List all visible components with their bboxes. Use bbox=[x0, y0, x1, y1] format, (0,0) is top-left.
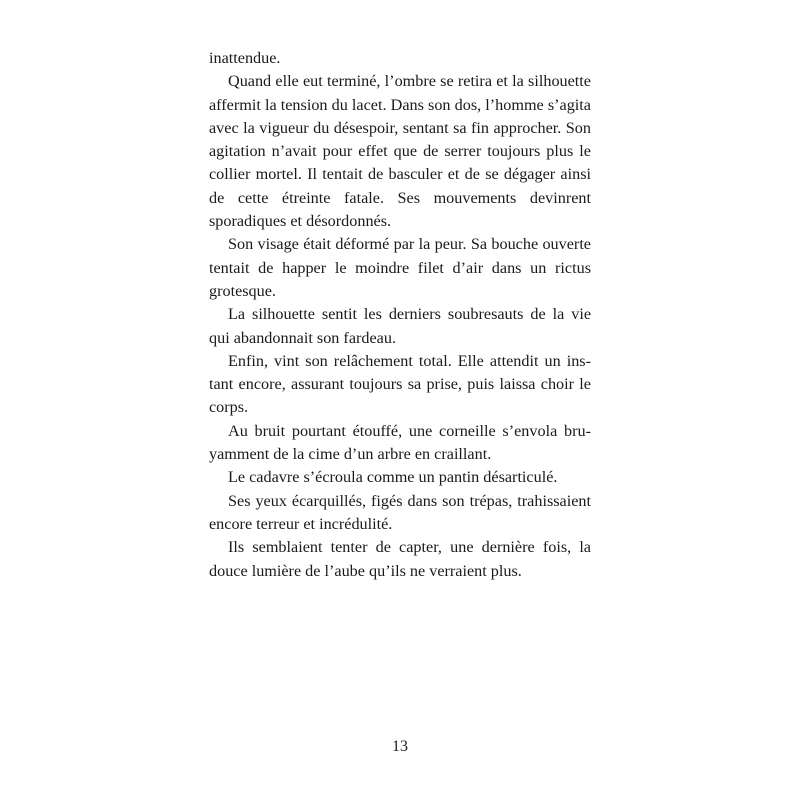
body-text bbox=[209, 47, 591, 583]
paragraph: Ils semblaient tenter de capter, une dernière fois, la douce lumière de l’aube qu’ils ne verraient plus. bbox=[209, 538, 591, 580]
paragraph: Son visage était déformé par la peur. Sa bouche ouverte tentait de happer le moindre filet d’air dans un rictus grotesque. bbox=[209, 235, 591, 300]
paragraph: Enfin, vint son relâchement total. Elle attendit un instant encore, assurant toujours sa prise, puis laissa choir le corps. bbox=[209, 351, 591, 417]
paragraph: inattendue. bbox=[209, 49, 281, 67]
paragraph: Ses yeux écarquillés, figés dans son trépas, trahissaient encore terreur et incrédulité. bbox=[209, 491, 591, 533]
paragraph: Quand elle eut terminé, l’ombre se retira et la silhouette affermit la tension du lacet. Dans son dos, l’homme s’agita avec la vigueur du désespoir, sentant sa fin approcher. Son agitation n’avait pour effet que de serrer toujours plus le collier mortel. Il tentait de basculer et de se dégager ainsi de cette étreinte fatale. Ses mouvements devinrent sporadiques et désordonnés. bbox=[209, 72, 591, 231]
page-number: 13 bbox=[392, 738, 408, 755]
paragraph: La silhouette sentit les derniers soubresauts de la vie qui abandonnait son fardeau. bbox=[209, 305, 591, 347]
paragraph: Au bruit pourtant étouffé, une corneille s’envola bruyamment de la cime d’un arbre en craillant. bbox=[209, 421, 591, 464]
paragraph: Le cadavre s’écroula comme un pantin désarticulé. bbox=[228, 468, 558, 487]
